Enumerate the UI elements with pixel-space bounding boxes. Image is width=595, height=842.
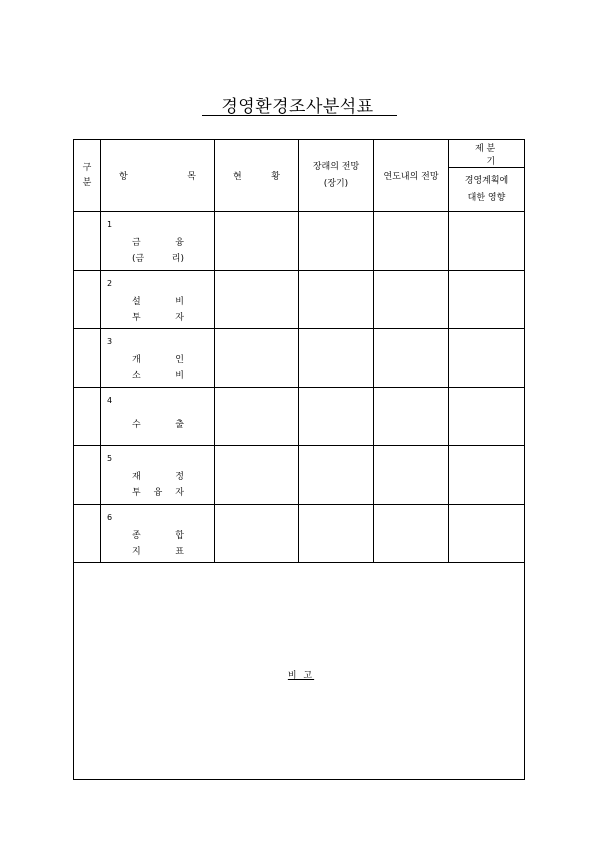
year-outlook-cell[interactable]	[374, 504, 449, 563]
impact-cell[interactable]	[449, 329, 525, 388]
year-outlook-cell[interactable]	[374, 387, 449, 446]
impact-cell[interactable]	[449, 446, 525, 505]
impact-cell[interactable]	[449, 504, 525, 563]
category-cell[interactable]	[74, 446, 101, 505]
remarks-row	[74, 563, 525, 780]
header-year-outlook: 연도내의 전망	[374, 140, 449, 212]
impact-cell[interactable]	[449, 270, 525, 329]
title-underline	[202, 115, 397, 116]
long-term-cell[interactable]	[299, 212, 374, 271]
impact-cell[interactable]	[449, 387, 525, 446]
item-cell: 5 재 정 투 융 자	[101, 446, 215, 505]
status-cell[interactable]	[215, 387, 299, 446]
category-cell[interactable]	[74, 329, 101, 388]
status-cell[interactable]	[215, 212, 299, 271]
long-term-cell[interactable]	[299, 446, 374, 505]
long-term-cell[interactable]	[299, 387, 374, 446]
category-cell[interactable]	[74, 387, 101, 446]
long-term-cell[interactable]	[299, 504, 374, 563]
header-category: 구 분	[74, 140, 101, 212]
remarks-label: 비 고	[287, 670, 315, 681]
year-outlook-cell[interactable]	[374, 212, 449, 271]
table-row	[74, 387, 525, 446]
header-plan-impact: 경영계획에 대한 영향	[449, 168, 525, 212]
status-cell[interactable]	[215, 446, 299, 505]
year-outlook-cell[interactable]	[374, 270, 449, 329]
item-cell: 2 설 비 투 자	[101, 270, 215, 329]
impact-cell[interactable]	[449, 212, 525, 271]
remarks-cell[interactable]	[74, 563, 525, 780]
item-cell: 3 개 인 소 비	[101, 329, 215, 388]
category-cell[interactable]	[74, 212, 101, 271]
table-row	[74, 270, 525, 329]
long-term-cell[interactable]	[299, 270, 374, 329]
long-term-cell[interactable]	[299, 329, 374, 388]
category-cell[interactable]	[74, 504, 101, 563]
table-row	[74, 329, 525, 388]
item-cell: 4 수 출	[101, 387, 215, 446]
item-cell: 6 종 합 지 표	[101, 504, 215, 563]
header-quarter: 제 분기	[449, 140, 525, 168]
table-row	[74, 504, 525, 563]
header-row-top	[74, 140, 525, 168]
year-outlook-cell[interactable]	[374, 446, 449, 505]
category-cell[interactable]	[74, 270, 101, 329]
status-cell[interactable]	[215, 329, 299, 388]
table-row	[74, 446, 525, 505]
status-cell[interactable]	[215, 270, 299, 329]
analysis-table	[73, 139, 525, 780]
item-cell: 1 금 융 (금 리)	[101, 212, 215, 271]
table-row	[74, 212, 525, 271]
header-long-term-outlook: 장래의 전망 (장기)	[299, 140, 374, 212]
header-status: 현 황	[215, 140, 299, 212]
year-outlook-cell[interactable]	[374, 329, 449, 388]
status-cell[interactable]	[215, 504, 299, 563]
header-item: 항 목	[101, 140, 215, 212]
document-title: 경영환경조사분석표	[221, 97, 374, 117]
